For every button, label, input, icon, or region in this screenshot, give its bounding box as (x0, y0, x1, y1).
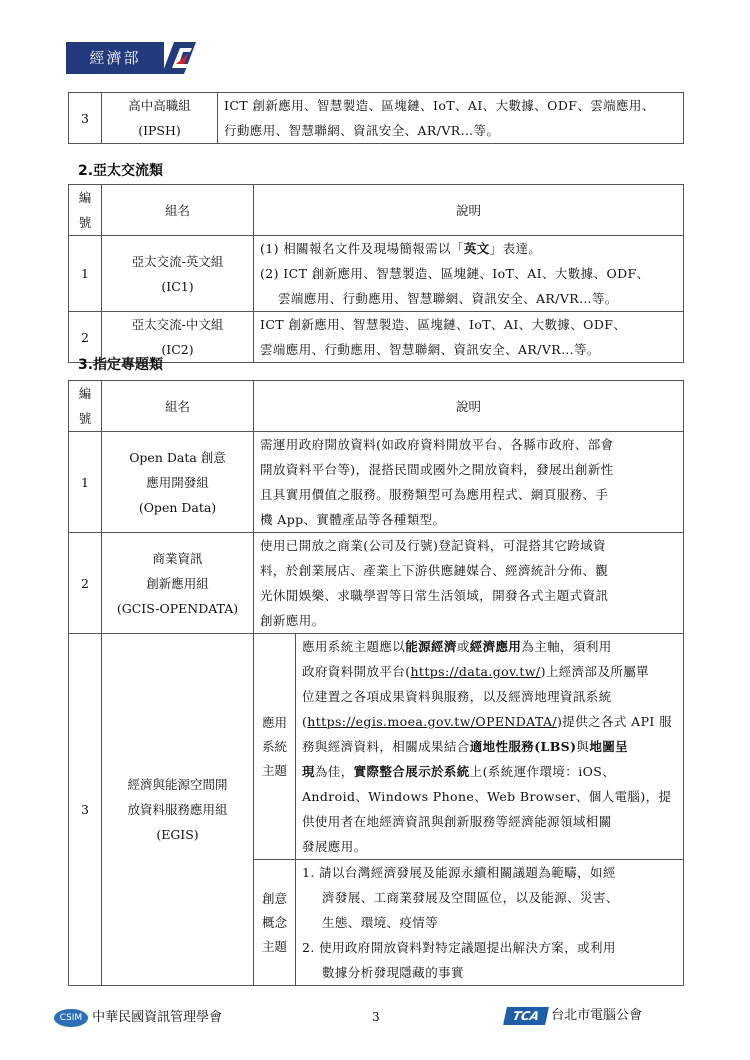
row-description: 使用已開放之商業(公司及行號)登記資料，可混搭其它跨域資 料，於創業展店、產業上下游供應鏈媒合、經濟統計分佈、觀 光休閒娛樂、求職學習等日常生活領域，開發各式主題式資訊 創新應用。 (254, 533, 684, 634)
header-group: 組名 (102, 381, 254, 432)
csim-logo (54, 1006, 222, 1027)
row-number: 2 (69, 312, 102, 363)
tca-badge-icon: TCA (503, 1007, 549, 1025)
app-system-description: 應用系統主題應以能源經濟或經濟應用為主軸，須利用 政府資料開放平台(https://data.gov.tw/)上經濟部及所屬單 位建置之各項成果資料與服務，以及經濟地理資訊系統 (https://egis.moea.gov.tw/OPENDATA/)提供之各式 API 服 務與經濟資料，相關成果結合適地性服務(LBS)與地圖呈 現為佳，實際整合展示於系統上(系統運作環境：iOS、 Android、Windows Phone、Web Browser、個人電腦)，提 供使用者在地經濟資訊與創新服務等經濟能源領域相關 發展應用。 (296, 634, 684, 860)
section-title: 2.亞太交流類 (78, 163, 164, 179)
group-name: 經濟與能源空間開 放資料服務應用組 (EGIS) (102, 634, 254, 986)
header-number: 編號 (69, 185, 102, 236)
subtopic-label: 創意 概念 主題 (254, 860, 296, 986)
group-name: 商業資訊 創新應用組 (GCIS-OPENDATA) (102, 533, 254, 634)
table-row (69, 432, 684, 533)
header-group: 組名 (102, 185, 254, 236)
row-description: ICT 創新應用、智慧製造、區塊鏈、IoT、AI、大數據、ODF、 雲端應用、行動應用、智慧聯網、資訊安全、AR/VR…等。 (254, 312, 684, 363)
logo-text: 經濟部 (66, 42, 164, 74)
egis-link[interactable]: https://egis.moea.gov.tw/OPENDATA/ (307, 714, 558, 729)
section-title: 3.指定專題類 (78, 357, 164, 373)
header-number: 編號 (69, 381, 102, 432)
data-gov-link[interactable]: https://data.gov.tw/ (410, 664, 541, 679)
special-topic-table (68, 380, 684, 986)
csim-name: 中華民國資訊管理學會 (92, 1010, 223, 1025)
page-footer (0, 1000, 750, 1030)
row-number: 1 (69, 236, 102, 312)
group-name: 亞太交流-中文組 (IC2) (102, 312, 254, 363)
tca-name: 台北市電腦公會 (551, 1008, 643, 1023)
logo-mark-icon (162, 42, 196, 74)
table-row (69, 236, 684, 312)
header-description: 說明 (254, 185, 684, 236)
table-header-row (69, 185, 684, 236)
continued-table (68, 92, 684, 144)
row-description: ICT 創新應用、智慧製造、區塊鏈、IoT、AI、大數據、ODF、雲端應用、 行動應用、智慧聯網、資訊安全、AR/VR…等。 (218, 93, 684, 144)
table-row (69, 533, 684, 634)
row-number: 3 (69, 634, 102, 986)
row-number: 3 (69, 93, 102, 144)
row-number: 1 (69, 432, 102, 533)
table-row (69, 634, 684, 860)
header-description: 說明 (254, 381, 684, 432)
page-number: 3 (372, 1010, 380, 1024)
table-row (69, 93, 684, 144)
asia-pacific-table (68, 184, 684, 363)
group-name: Open Data 創意 應用開發組 (Open Data) (102, 432, 254, 533)
group-name: 亞太交流-英文組 (IC1) (102, 236, 254, 312)
subtopic-label: 應用 系統 主題 (254, 634, 296, 860)
csim-badge-icon: CSIM (54, 1009, 88, 1027)
row-description: (1) 相關報名文件及現場簡報需以「英文」表達。 (2) ICT 創新應用、智慧製造、區塊鏈、IoT、AI、大數據、ODF、 雲端應用、行動應用、智慧聯網、資訊安全、AR/VR…等。 (254, 236, 684, 312)
group-name: 高中高職組 (IPSH) (102, 93, 218, 144)
tca-logo (505, 1004, 642, 1025)
row-number: 2 (69, 533, 102, 634)
ministry-logo (66, 42, 194, 74)
creative-concept-description: 1. 請以台灣經濟發展及能源永續相關議題為範疇，如經 濟發展、工商業發展及空間區位，以及能源、災害、 生態、環境、疫情等 2. 使用政府開放資料對特定議題提出解決方案，或利用 數據分析發現隱藏的事實 (296, 860, 684, 986)
row-description: 需運用政府開放資料(如政府資料開放平台、各縣市政府、部會 開放資料平台等)，混搭民間或國外之開放資料，發展出創新性 且具實用價值之服務。服務類型可為應用程式、網頁服務、手 機 App、實體產品等各種類型。 (254, 432, 684, 533)
table-header-row (69, 381, 684, 432)
